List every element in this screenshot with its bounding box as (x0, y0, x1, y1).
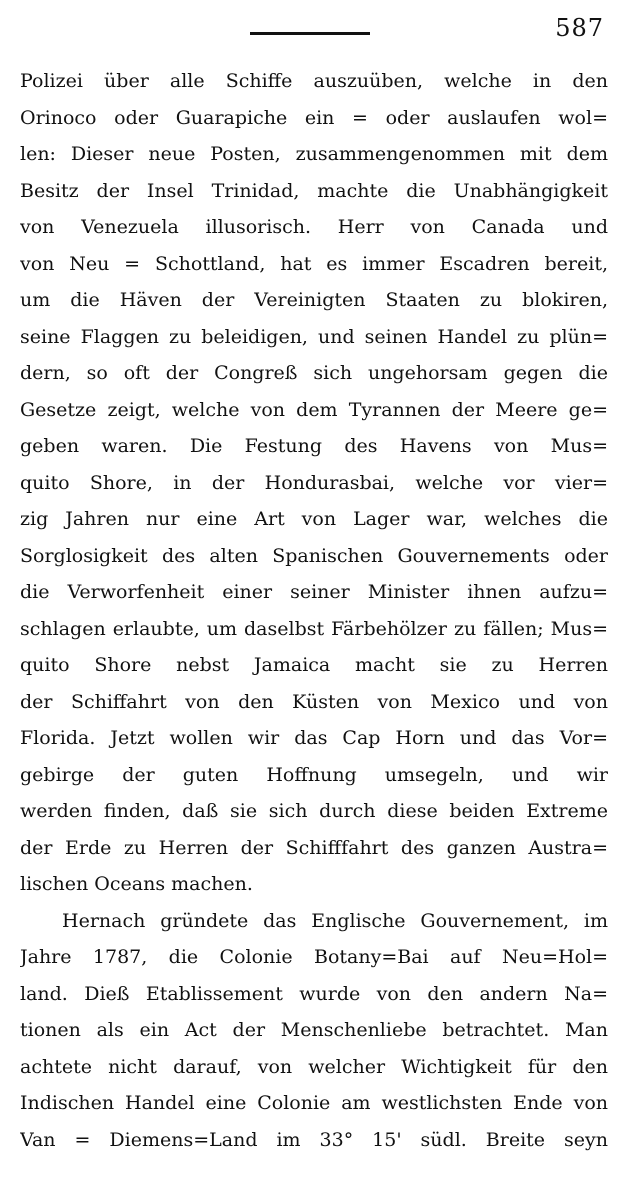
text-line: zig Jahren nur eine Art von Lager war, welches die (20, 508, 608, 530)
text-line: schlagen erlaubte, um daselbst Färbehölzer zu fällen; Mus= (20, 617, 608, 640)
text-line: Besitz der Insel Trinidad, machte die Unabhängigkeit (20, 179, 608, 202)
body-text (20, 63, 608, 1158)
text-line: der Erde zu Herren der Schifffahrt des ganzen Austra= (20, 836, 608, 859)
page-number: 587 (555, 14, 604, 42)
text-line: Orinoco oder Guarapiche ein = oder auslaufen wol= (20, 106, 608, 129)
text-line: Van = Diemens=Land im 33° 15' südl. Breite seyn (20, 1128, 608, 1151)
text-line: geben waren. Die Festung des Havens von Mus= (20, 435, 608, 457)
text-line: len: Dieser neue Posten, zusammengenommen mit dem (20, 143, 608, 165)
text-line: Sorglosigkeit des alten Spanischen Gouvernements oder (20, 544, 608, 567)
text-line: Gesetze zeigt, welche von dem Tyrannen der Meere ge= (20, 398, 608, 421)
header-rule (250, 32, 370, 35)
text-line: von Neu = Schottland, hat es immer Escadren bereit, (20, 252, 608, 275)
text-line: gebirge der guten Hoffnung umsegeln, und wir (20, 763, 608, 786)
paragraph-last-line: lischen Oceans machen. (20, 873, 253, 895)
text-line: land. Dieß Etablissement wurde von den andern Na= (20, 982, 608, 1005)
text-line: tionen als ein Act der Menschenliebe betrachtet. Man (20, 1019, 608, 1041)
text-line: die Verworfenheit einer seiner Minister ihnen aufzu= (20, 581, 608, 603)
text-line: Jahre 1787, die Colonie Botany=Bai auf Neu=Hol= (20, 946, 608, 968)
text-line: seine Flaggen zu beleidigen, und seinen Handel zu plün= (20, 325, 608, 348)
text-line: quito Shore nebst Jamaica macht sie zu Herren (20, 654, 608, 676)
text-line: werden finden, daß sie sich durch diese beiden Extreme (20, 800, 608, 822)
text-line: der Schiffahrt von den Küsten von Mexico und von (20, 690, 608, 713)
text-line: quito Shore, in der Hondurasbai, welche vor vier= (20, 471, 608, 494)
text-line: von Venezuela illusorisch. Herr von Canada und (20, 216, 608, 238)
text-line: um die Häven der Vereinigten Staaten zu blokiren, (20, 289, 608, 311)
text-line: achtete nicht darauf, von welcher Wichtigkeit für den (20, 1055, 608, 1078)
text-line: Indischen Handel eine Colonie am westlichsten Ende von (20, 1092, 608, 1114)
text-line: Florida. Jetzt wollen wir das Cap Horn und das Vor= (20, 727, 608, 749)
paragraph-first-line: Hernach gründete das Englische Gouvernement, im (62, 909, 608, 932)
text-line: dern, so oft der Congreß sich ungehorsam gegen die (20, 362, 608, 384)
text-line: Polizei über alle Schiffe auszuüben, welche in den (20, 70, 608, 92)
